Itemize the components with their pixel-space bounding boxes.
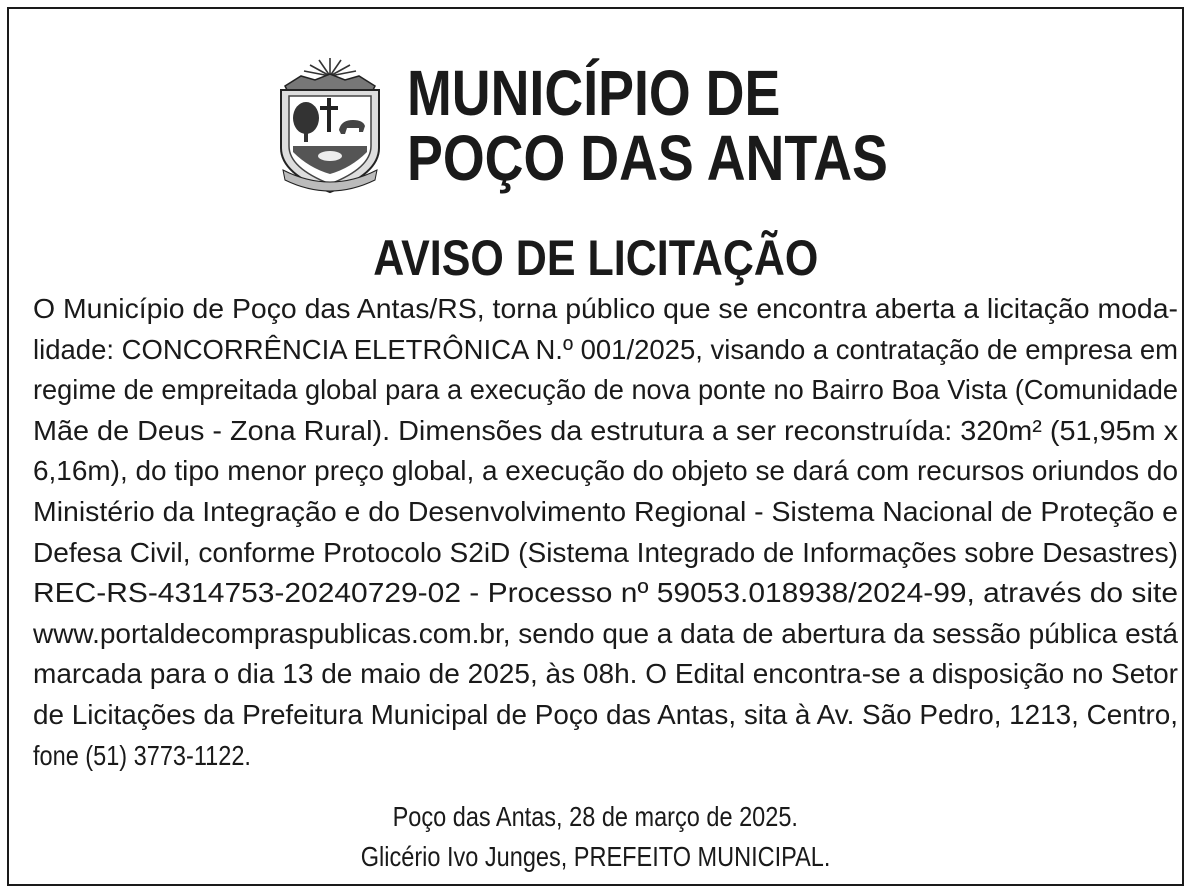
notice-closing [9,797,1182,877]
signature: Glicério Ivo Junges, PREFEITO MUNICIPAL. [360,841,831,872]
body-line: 6,16m), do tipo menor preço global, a execução do objeto se dará com recursos oriundos do [33,455,1178,487]
notice-frame [7,7,1184,886]
notice-body [33,289,1178,776]
body-line: regime de empreitada global para a execução de nova ponte no Bairro Boa Vista (Comunidade [33,374,1178,406]
notice-heading-text: AVISO DE LICITAÇÃO [372,230,819,286]
body-line: O Município de Poço das Antas/RS, torna público que se encontra aberta a licitação moda- [33,293,1178,324]
body-line: Mãe de Deus - Zona Rural). Dimensões da estrutura a ser reconstruída: 320m² (51,95m x [33,414,1178,446]
body-line: Defesa Civil, conforme Protocolo S2iD (Sistema Integrado de Informações sobre Desastres) [33,536,1178,568]
body-line: www.portaldecompraspublicas.com.br, sendo que a data de abertura da sessão pública está [33,617,1178,649]
body-line: REC-RS-4314753-20240729-02 - Processo nº 59053.018938/2024-99, através do site [33,577,1178,609]
body-line-last: fone (51) 3773-1122. [33,739,251,771]
body-line: marcada para o dia 13 de maio de 2025, às 08h. O Edital encontra-se a disposição no Setor [33,658,1178,690]
body-line: Ministério da Integração e do Desenvolvimento Regional - Sistema Nacional de Proteção e [33,495,1178,527]
body-line: lidade: CONCORRÊNCIA ELETRÔNICA N.º 001/2025, visando a contratação de empresa em [33,333,1178,365]
notice-heading [9,231,1182,285]
municipality-title-line2: POÇO DAS ANTAS [407,122,888,194]
municipal-coat-of-arms [271,56,389,194]
body-line: de Licitações da Prefeitura Municipal de Poço das Antas, sita à Av. São Pedro, 1213, Centro, [33,698,1178,730]
place-date: Poço das Antas, 28 de março de 2025. [392,801,799,832]
municipality-title-line1: MUNICÍPIO DE [407,57,781,129]
